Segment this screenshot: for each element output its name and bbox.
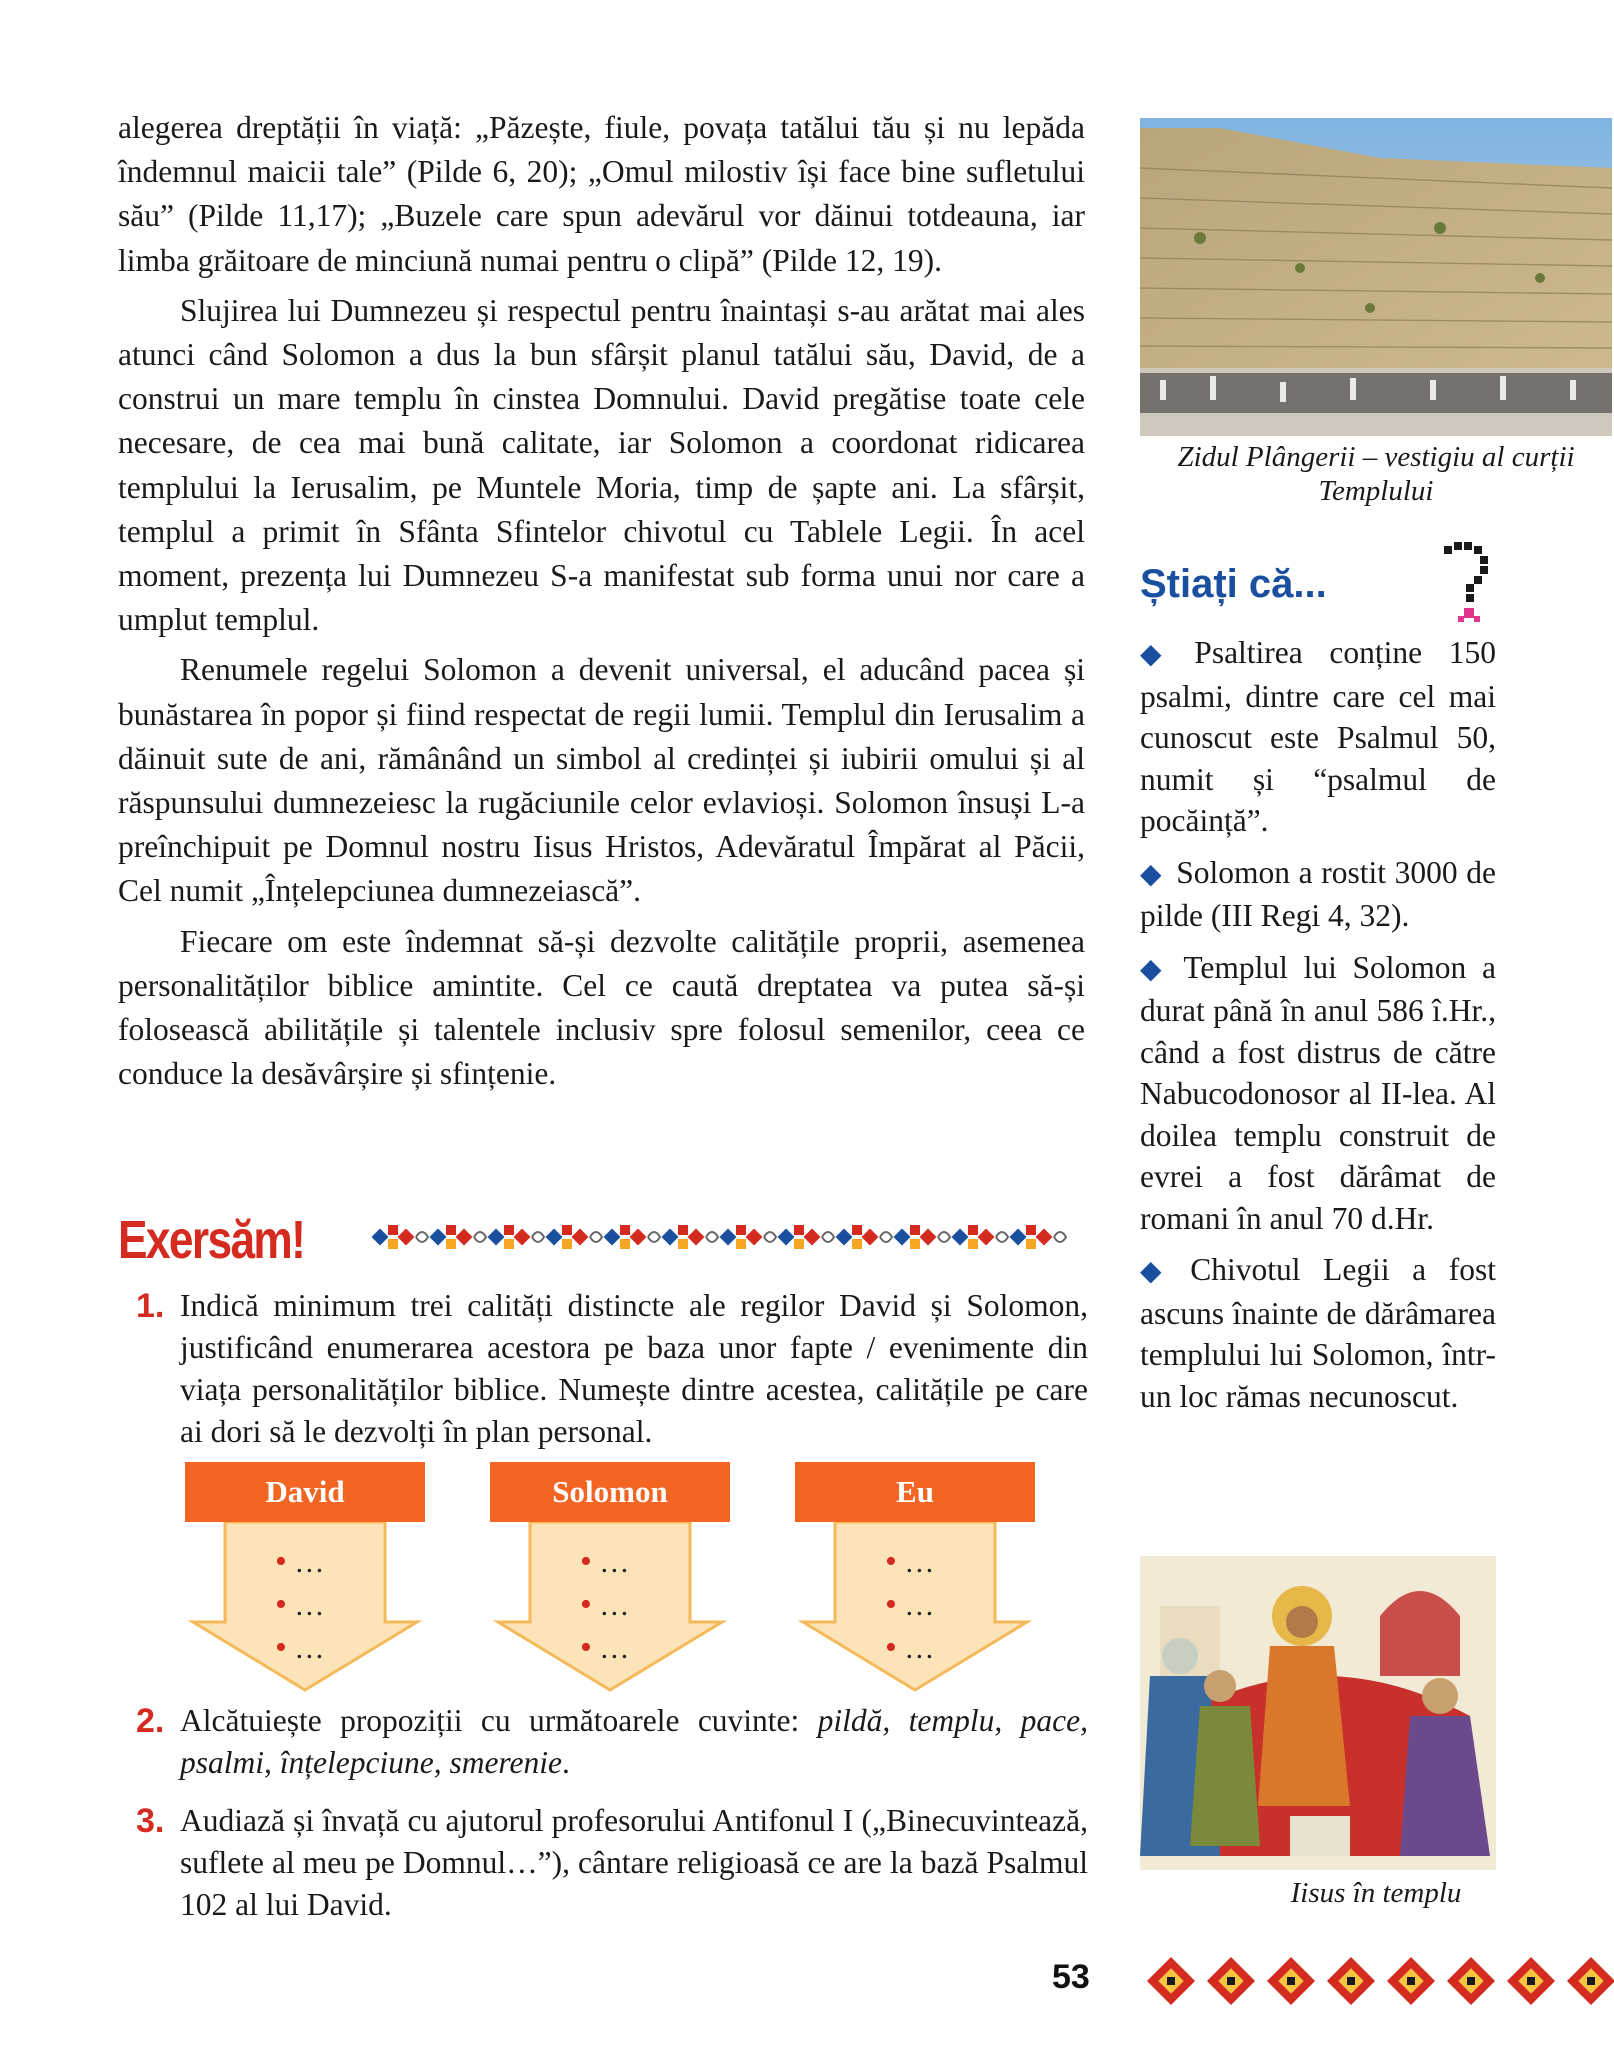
fact-item: ◆ Psaltirea conține 150 psalmi, dintre care cel mai cunoscut este Psalmul 50, numit și “psalmul de pocăință”. <box>1140 635 1496 838</box>
exercises-title: Exersăm! <box>118 1210 305 1270</box>
paragraph: Renumele regelui Solomon a devenit universal, el aducând pacea și bunăstarea în popor și fiind respectat de regii lumii. Templul din Ierusalim a dăinuit sute de ani, rămânând un simbol al credinței și iubirii omului și al răspunsului dumnezeiesc la rugăciunile celor evlavioși. Solomon însuși L-a preînchipuit pe Domnul nostru Iisus Hristos, Adevăratul Împărat al Păcii, Cel numit „Înțelepciunea dumnezeiască”. <box>118 652 1085 909</box>
bullet-item: • … <box>275 1543 325 1580</box>
exercise-text: Audiază și învață cu ajutorul profesorului Antifonul I („Binecuvintează, suflete al meu pe Domnul…”), cântare religioasă ce are la bază Psalmul 102 al lui David. <box>180 1803 1088 1922</box>
folk-ornament-footer <box>1140 1952 1614 2012</box>
arrow-box-david <box>185 1462 425 1692</box>
facts-list <box>1140 632 1496 1427</box>
did-you-know-title: Știați că... <box>1140 562 1327 606</box>
exercise-words: pildă, templu, pace, psalmi, înțelepciune, smerenie <box>180 1703 1089 1780</box>
arrow-label: Solomon <box>490 1462 730 1522</box>
exercise-number: 2. <box>136 1702 165 1740</box>
bullet-item: • … <box>580 1543 630 1580</box>
arrow-box-eu <box>795 1462 1035 1692</box>
fact-item: ◆ Templul lui Solomon a durat până în anul 586 î.Hr., când a fost distrus de către Nabucodonosor al II-lea. Al doilea templu construit de evrei a fost dărâmat de romani în anul 70 d.Hr. <box>1140 949 1496 1236</box>
diamond-bullet-icon: ◆ <box>1140 953 1170 985</box>
paragraph: Fiecare om este îndemnat să-și dezvolte calitățile proprii, asemenea personalităților biblice amintite. Cel ce caută dreptatea va putea să-și folosească abilitățile și talentele inclusiv spre folosul semenilor, ceea ce conduce la desăvârșire și sfințenie. <box>118 923 1085 1092</box>
bullet-item: • … <box>275 1586 325 1623</box>
diamond-bullet-icon: ◆ <box>1140 858 1163 890</box>
main-text <box>118 106 1085 1102</box>
page-number: 53 <box>1052 1958 1090 1996</box>
paragraph: alegerea dreptății în viață: „Păzește, fiule, povața tatălui tău și nu lepăda îndemnul maicii tale” (Pilde 6, 20); „Omul milostiv își face bine sufletului său” (Pilde 11,17); „Buzele care spun adevărul vor dăinui totdeauna, iar limba grăitoare de minciună numai pentru o clipă” (Pilde 12, 19). <box>118 110 1085 278</box>
icon-caption: Iisus în templu <box>1290 1877 1462 1909</box>
jesus-in-temple-icon-image <box>1140 1556 1496 1870</box>
fact-item: ◆ Solomon a rostit 3000 de pilde (III Regi 4, 32). <box>1140 854 1496 933</box>
exercise-number: 3. <box>136 1802 165 1840</box>
diamond-bullet-icon: ◆ <box>1140 1256 1177 1287</box>
fact-item: ◆ Chivotul Legii a fost ascuns înainte de dărâmarea templului lui Solomon, într-un loc rămas necunoscut. <box>1140 1252 1496 1414</box>
exercise-3 <box>118 1800 1088 1926</box>
paragraph: Slujirea lui Dumnezeu și respectul pentru înaintași s-au arătat mai ales atunci când Solomon a dus la bun sfârșit planul tatălui său, David, de a construi un mare templu în cinstea Domnului. David pregătise toate cele necesare, de cea mai bună calitate, iar Solomon a coordonat ridicarea templului la Ierusalim, pe Muntele Moria, timp de șapte ani. La sfârșit, templul a primit în Sfânta Sfintelor chivotul cu Tablele Legii. În acel moment, prezența lui Dumnezeu S-a manifestat sub forma unui nor care a umplut templul. <box>118 292 1085 638</box>
arrow-label: Eu <box>795 1462 1035 1522</box>
exercise-number: 1. <box>136 1287 165 1325</box>
bullet-item: • … <box>885 1543 935 1580</box>
exercise-text: Alcătuiește propoziții cu următoarele cuvinte: pildă, templu, pace, psalmi, înțelepciune, smerenie. <box>180 1703 1089 1780</box>
bullet-item: • … <box>885 1586 935 1623</box>
western-wall-photo <box>1140 118 1612 436</box>
bullet-item: • … <box>885 1629 935 1666</box>
exercises-heading <box>118 1205 345 1275</box>
bullet-item: • … <box>275 1629 325 1666</box>
exercise-2 <box>118 1700 1088 1784</box>
photo-caption: Zidul Plângerii – vestigiu al curții Templului <box>1177 441 1575 507</box>
folk-ornament-border <box>370 1215 1075 1259</box>
bullet-item: • … <box>580 1586 630 1623</box>
arrow-box-solomon <box>490 1462 730 1692</box>
exercise-1 <box>118 1285 1088 1453</box>
diamond-bullet-icon: ◆ <box>1140 639 1181 670</box>
exercise-text: Indică minimum trei calități distincte ale regilor David și Solomon, justificând enumerarea acestora pe baza unor fapte / evenimente din viața personalităților biblice. Numește dintre acestea, calitățile pe care ai dori să le dezvolți în plan personal. <box>180 1288 1088 1449</box>
pixel-question-mark-icon <box>1438 540 1498 630</box>
bullet-item: • … <box>580 1629 630 1666</box>
arrow-label: David <box>185 1462 425 1522</box>
